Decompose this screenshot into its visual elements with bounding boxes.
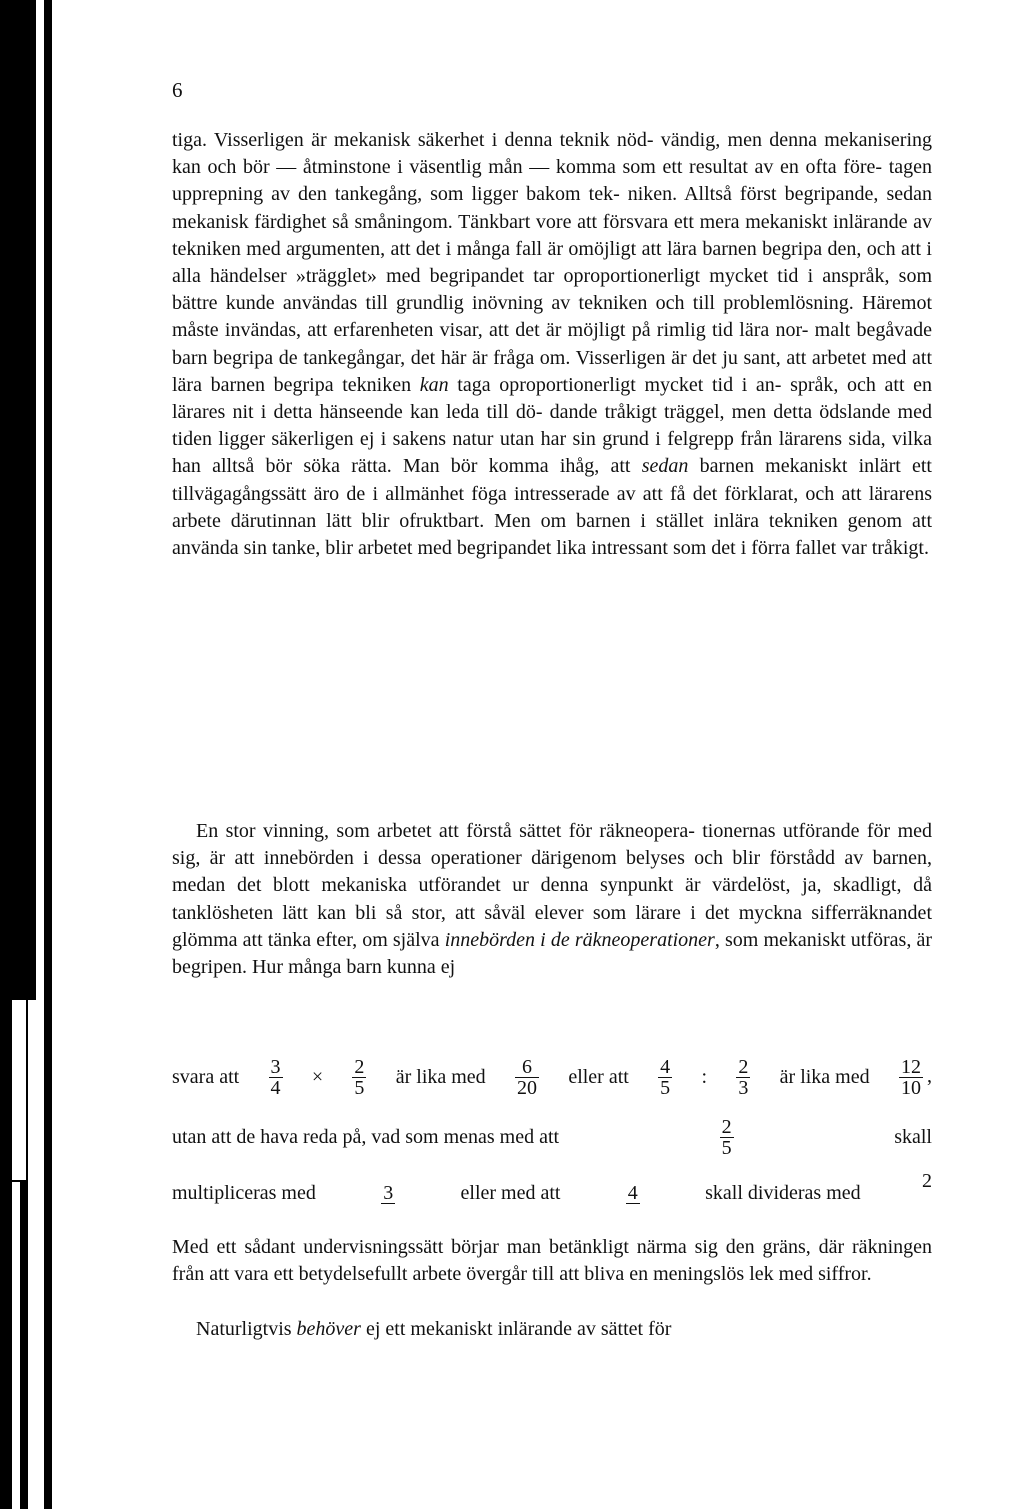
paragraph-2 — [172, 818, 932, 981]
fraction-denominator: 5 — [721, 1136, 732, 1159]
fraction-numerator: 2 — [721, 1115, 732, 1138]
page-number: 6 — [172, 78, 183, 102]
paragraph-1-part-b: taga oproportionerligt mycket tid i an- språk, och att en lärares nit i detta hänseende kan leda till dö- dande tråkigt träggel, men detta ödslande med tiden ligger säkerligen ej i sakens natur utan har sin grund i felgrepp från lärarens sida, vilka han alltså bör söka rätta. Man bör komma ihåg, att — [172, 373, 933, 478]
math-3-text-2: eller med att — [460, 1181, 561, 1204]
comma: , — [926, 1064, 932, 1087]
fraction-2-5-b — [720, 1117, 734, 1158]
paragraph-4-part-a: Naturligtvis — [196, 1318, 292, 1340]
divide-sign: : — [701, 1065, 708, 1088]
math-3-number: 2 — [921, 1169, 932, 1192]
paragraph-2-part-b: , som mekaniskt utföras, är begripen. Hur många barn kunna ej — [172, 928, 932, 979]
emphasis-behover: behöver — [296, 1318, 361, 1340]
paragraph-3: Med ett sådant undervisningssätt börjar man betänkligt närma sig den gräns, där räkningen från att vara ett betydelsefullt arbete övergår till att bliva en meningslös lek med siffror. — [172, 1236, 932, 1286]
paragraph-2-part-a: En stor vinning, som arbetet att förstå sättet för räkneopera- tionernas utförande för med sig, är att innebörden i dessa operationer därigenom belyses och blir förstådd av barnen, medan det blott mekaniska utförandet ur denna synpunkt är värdelöst, ja, skadligt, då tanklösheten lätt kan bli så stor, att såväl elever som lärare i det myckna sifferräknandet glömma att tänka efter, om själva — [172, 820, 932, 951]
math-3-text-3: skall divideras med — [705, 1181, 861, 1204]
fraction-denominator: 20 — [517, 1076, 537, 1099]
fraction-12-10-wrap — [895, 1057, 932, 1098]
fraction-numerator: 6 — [515, 1057, 539, 1078]
fraction-denominator: 5 — [660, 1076, 671, 1099]
paragraph-4-part-b: ej ett mekaniskt inlärande av sättet för — [365, 1318, 672, 1340]
scan-edge-strip-lower-3 — [12, 1182, 20, 1509]
scan-edge-strip-lower-2 — [28, 1000, 36, 1509]
fraction-numerator: 2 — [354, 1055, 365, 1078]
fraction-numerator: 12 — [900, 1055, 921, 1078]
math-1-text-4: är lika med — [779, 1065, 870, 1088]
scan-edge-strip-lower — [12, 1000, 26, 1180]
emphasis-inneborden: innebörden i de räkneoperationer — [444, 928, 715, 951]
math-2-text-2: skall — [894, 1125, 932, 1148]
emphasis-sedan: sedan — [641, 455, 689, 478]
fraction-denominator: 5 — [354, 1076, 365, 1099]
fraction-3 — [381, 1183, 395, 1204]
fraction-numerator: 2 — [738, 1055, 749, 1078]
fraction-6-20 — [515, 1057, 539, 1098]
emphasis-kan: kan — [419, 373, 449, 396]
math-3-text-1: multipliceras med — [172, 1181, 316, 1204]
scan-edge-strip — [36, 0, 44, 1509]
fraction-numerator: 3 — [383, 1181, 394, 1204]
paragraph-1 — [172, 127, 932, 562]
math-2-text-1: utan att de hava reda på, vad som menas med att — [172, 1125, 560, 1148]
fraction-denominator: 3 — [738, 1076, 749, 1099]
math-1-text-1: svara att — [172, 1065, 240, 1088]
math-line-3 — [172, 1166, 932, 1220]
math-1-text-2: är lika med — [395, 1065, 486, 1088]
fraction-numerator: 4 — [627, 1181, 638, 1204]
fraction-12-10 — [899, 1057, 923, 1098]
math-1-text-3: eller att — [568, 1065, 629, 1088]
fraction-3-4 — [269, 1057, 283, 1098]
fraction-denominator: 10 — [900, 1076, 921, 1099]
math-line-2 — [172, 1110, 932, 1164]
paragraph-1-part-c: barnen mekaniskt inlärt ett tillvägagångssätt äro de i allmänhet föga intresserade av att få det förklarat, och att lärarens arbete därutinnan lätt blir ofruktbart. Men om barnen i stället inlära tekniken genom att använda sin tanke, blir arbetet med begripandet lika intressant som det i förra fallet var tråkigt. — [172, 455, 932, 560]
fraction-2-5 — [352, 1057, 366, 1098]
fraction-4 — [626, 1183, 640, 1204]
fraction-denominator: 4 — [270, 1076, 281, 1099]
math-line-1 — [172, 1050, 932, 1104]
paragraph-1-part-a: tiga. Visserligen är mekanisk säkerhet i denna teknik nöd- vändig, men denna mekanisering kan och bör — åtminstone i väsentlig mån — komma som ett resultat av en ofta före- tagen upprepning av den tankegång, som ligger bakom tek- niken. Alltså först begripande, sedan mekanisk färdighet så småningom. Tänkbart vore att försvara ett mera mekaniskt inlärande av tekniken med argumenten, att det i många fall är omöjligt att lära barnen begripa den, och att i alla händelser »trägglet» med begripandet tar oproportionerligt mycket tid i anspråk, som bättre kunde användas till grundlig inövning av tekniken och till problemlösning. Häremot måste invändas, att erfarenheten visar, att det är möjligt på rimlig tid lära nor- malt begåvade barn begripa de tankegångar, det här är fråga om. Visserligen är det ju sant, att arbetet med att lära barnen begripa tekniken — [172, 129, 932, 396]
paragraph-4 — [172, 1316, 932, 1343]
fraction-numerator: 4 — [660, 1055, 671, 1078]
fraction-numerator: 3 — [270, 1055, 281, 1078]
fraction-4-5 — [658, 1057, 672, 1098]
fraction-2-3 — [736, 1057, 750, 1098]
multiply-sign: × — [311, 1065, 324, 1088]
